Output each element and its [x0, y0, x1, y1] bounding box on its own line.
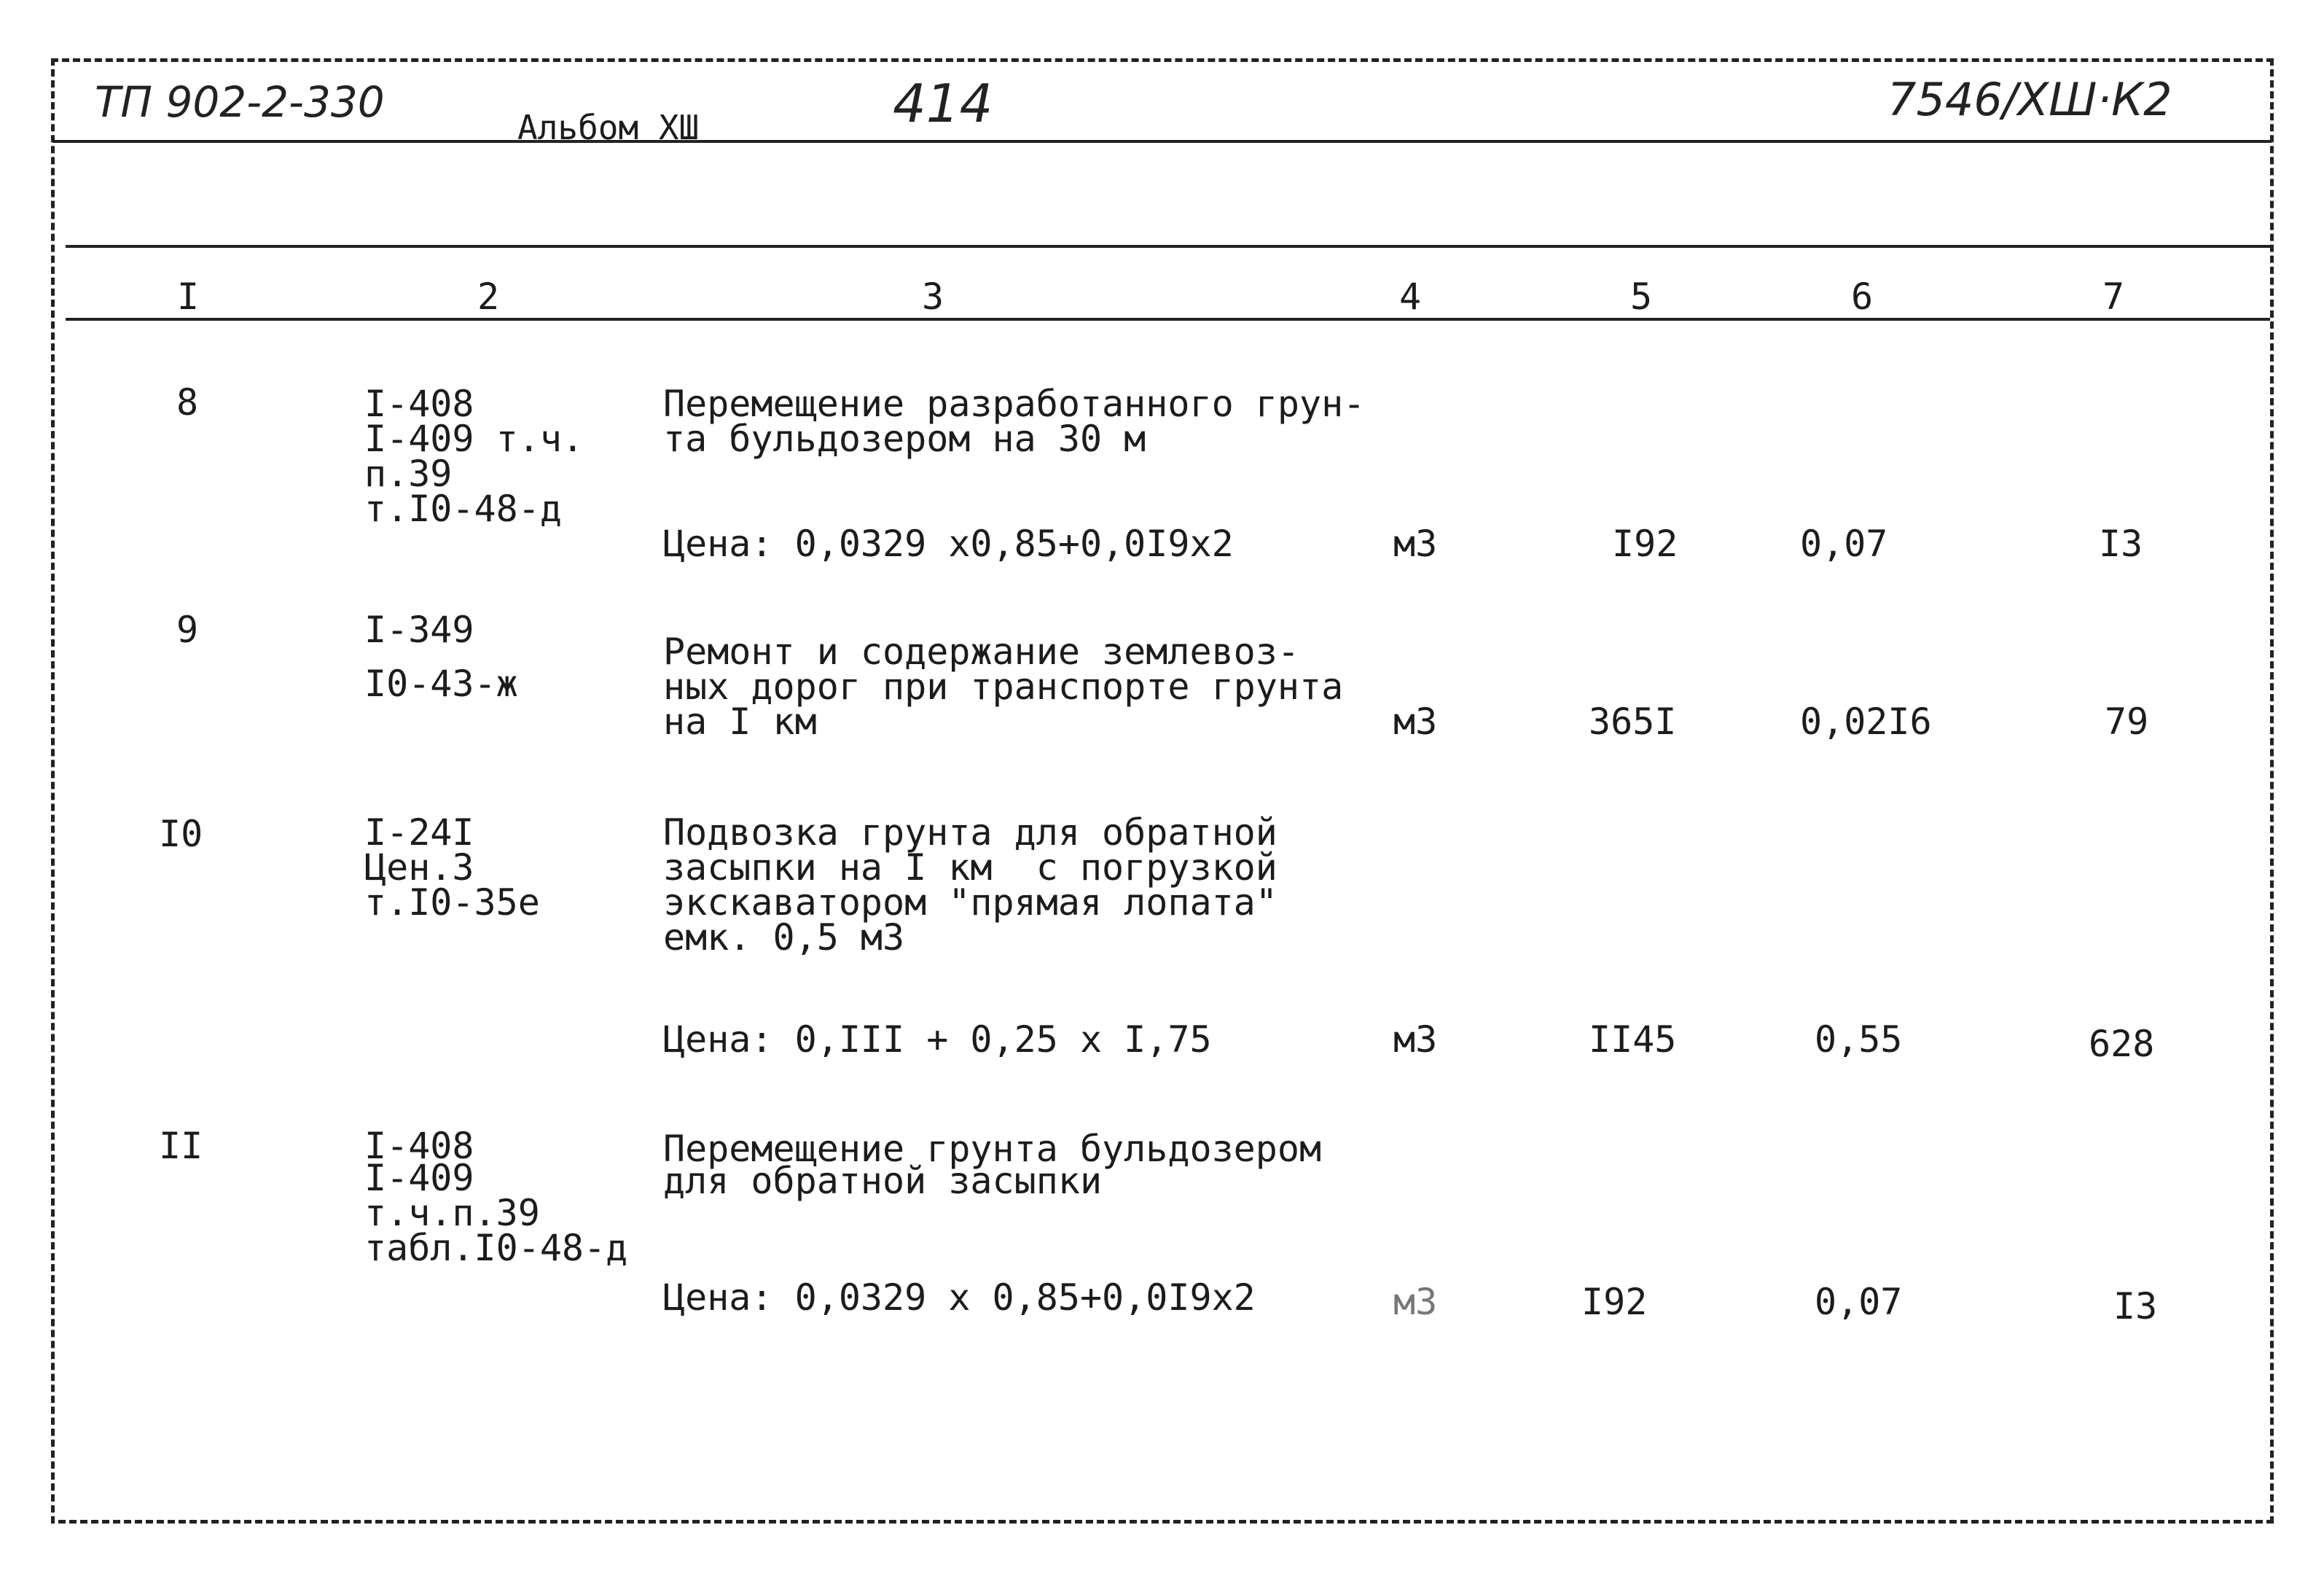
row-quantity: I92 [1612, 523, 1678, 565]
row-reference: т.I0-48-д [364, 488, 562, 530]
row-total: I3 [2113, 1285, 2158, 1327]
row-description: Подвозка грунта для обратной [663, 811, 1278, 854]
row-reference: табл.I0-48-д [364, 1227, 628, 1269]
row-unit: м3 [1393, 1281, 1438, 1323]
frame-left-line [51, 58, 55, 1524]
row-total: 79 [2105, 701, 2149, 743]
row-rate: 0,55 [1815, 1018, 1903, 1061]
row-description: для обратной засыпки [663, 1160, 1103, 1202]
row-quantity: II45 [1589, 1018, 1677, 1061]
table-top-line [66, 245, 2270, 248]
row-rate: 0,02I6 [1800, 701, 1932, 743]
row-number: 9 [176, 609, 199, 651]
row-reference: I-409 т.ч. [364, 418, 584, 460]
row-reference: I-409 [364, 1157, 474, 1199]
row-reference: I0-43-ж [364, 663, 518, 705]
row-description: Перемещение грунта бульдозером [663, 1128, 1322, 1170]
row-reference: I-349 [364, 609, 474, 651]
row-reference: т.ч.п.39 [364, 1192, 540, 1234]
row-description: емк. 0,5 м3 [663, 916, 905, 959]
column-number-4: 4 [1398, 276, 1422, 318]
row-description: засыпки на I км с погрузкой [663, 846, 1278, 889]
header-underline [52, 140, 2272, 143]
row-number: 8 [176, 381, 199, 424]
row-unit: м3 [1393, 701, 1438, 743]
archive-code: 7546/XШ·К2 [1887, 73, 2172, 126]
column-number-5: 5 [1629, 276, 1653, 318]
row-reference: Цен.3 [364, 846, 474, 889]
row-price-formula: Цена: 0,III + 0,25 х I,75 [663, 1018, 1212, 1061]
album-label: Альбом ХШ [517, 108, 700, 147]
row-number: I0 [159, 813, 203, 855]
sheet-number: 414 [893, 73, 993, 134]
row-description: Перемещение разработанного грун- [663, 383, 1366, 425]
row-description: Ремонт и содержание землевоз- [663, 631, 1299, 673]
row-unit: м3 [1393, 523, 1438, 565]
row-reference: I-24I [364, 811, 474, 854]
row-reference: I-408 [364, 383, 474, 425]
row-description: экскаватором "прямая лопата" [663, 881, 1278, 924]
row-quantity: I92 [1581, 1281, 1648, 1323]
document-designation: ТП 902-2-330 [95, 77, 385, 127]
row-unit: м3 [1393, 1018, 1438, 1061]
row-number: II [159, 1125, 203, 1167]
row-total: I3 [2099, 523, 2143, 565]
column-number-6: 6 [1850, 276, 1874, 318]
row-price-formula: Цена: 0,0329 х0,85+0,0I9х2 [663, 523, 1234, 565]
row-rate: 0,07 [1800, 523, 1888, 565]
row-price-formula: Цена: 0,0329 х 0,85+0,0I9х2 [663, 1276, 1256, 1319]
column-number-2: 2 [477, 276, 500, 318]
frame-top-line [51, 58, 2274, 62]
row-rate: 0,07 [1815, 1281, 1903, 1323]
row-quantity: 365I [1589, 701, 1677, 743]
column-header-underline [66, 318, 2270, 321]
column-number-3: 3 [921, 276, 944, 318]
row-total: 628 [2089, 1023, 2155, 1065]
row-reference: т.I0-35е [364, 881, 540, 924]
column-number-7: 7 [2102, 276, 2125, 318]
row-description: ных дорог при транспорте грунта [663, 666, 1344, 708]
row-reference: п.39 [364, 453, 453, 495]
column-number-1: I [176, 276, 200, 318]
row-description: та бульдозером на 30 м [663, 418, 1146, 460]
row-description: на I км [663, 701, 817, 743]
row-reference: I-408 [364, 1125, 474, 1167]
frame-right-line [2270, 58, 2274, 1524]
frame-bottom-line [58, 1520, 2274, 1524]
